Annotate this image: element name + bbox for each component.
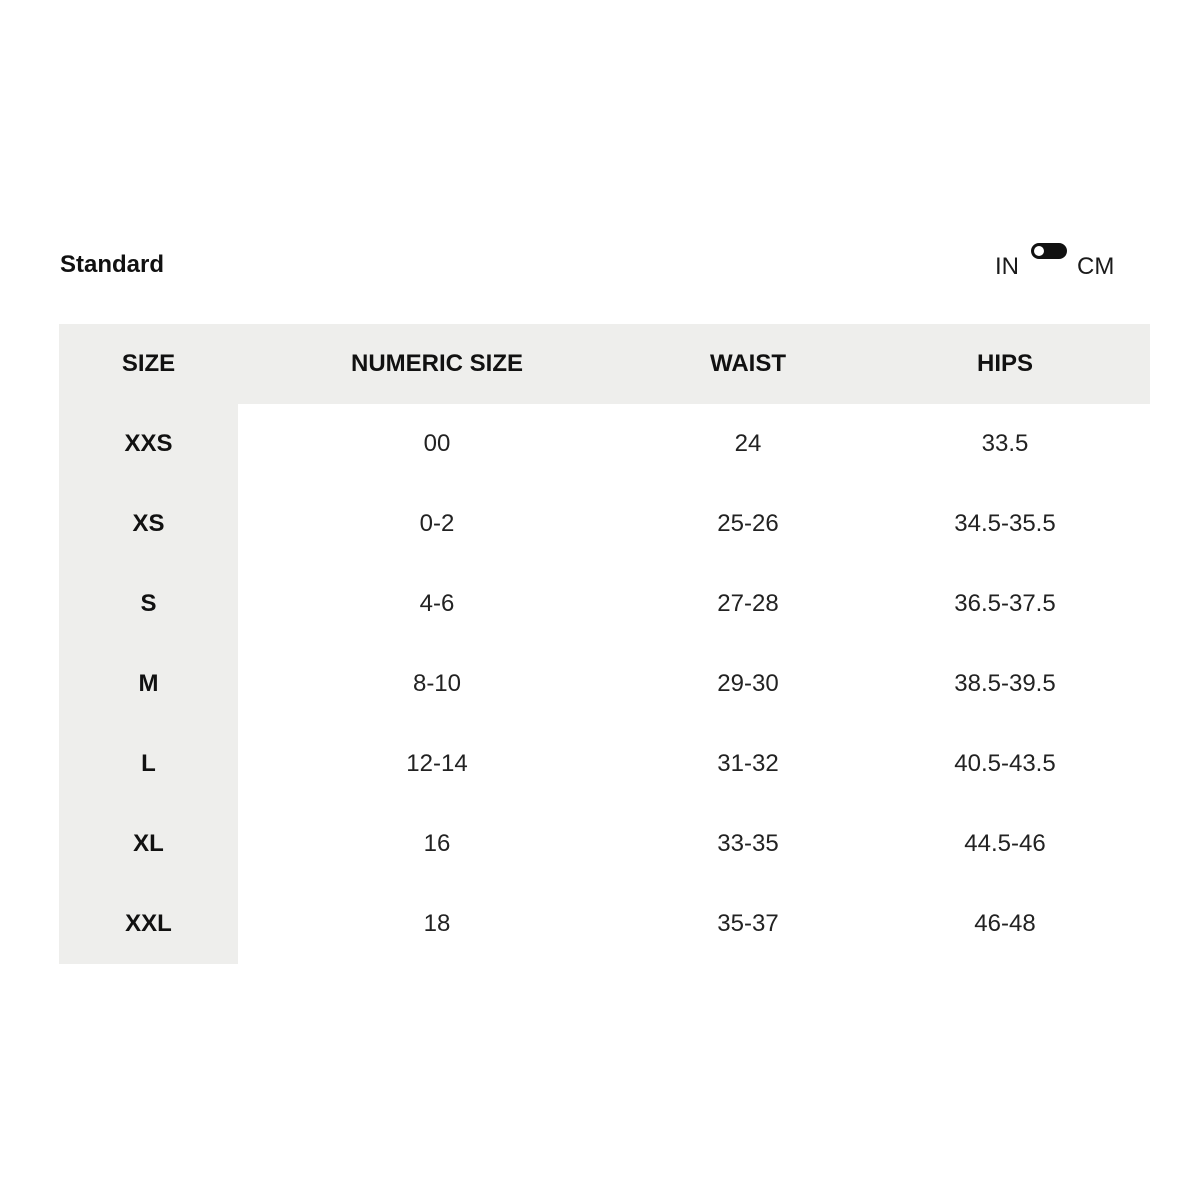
header-size: SIZE [59,324,238,404]
header-hips: HIPS [860,324,1150,404]
size-cell: M [59,644,238,724]
waist-cell: 29-30 [636,644,860,724]
numeric-size-cell: 0-2 [238,484,636,564]
size-chart-title: Standard [60,251,165,278]
header-waist: WAIST [636,324,860,404]
table-header-row [59,324,1150,404]
hips-cell: 36.5-37.5 [860,564,1150,644]
table-row [59,404,1150,484]
size-cell: S [59,564,238,644]
waist-cell: 35-37 [636,884,860,964]
size-cell: XS [59,484,238,564]
table-row [59,484,1150,564]
numeric-size-cell: 18 [238,884,636,964]
size-cell: L [59,724,238,804]
numeric-size-cell: 00 [238,404,636,484]
waist-cell: 25-26 [636,484,860,564]
waist-cell: 24 [636,404,860,484]
size-cell: XXL [59,884,238,964]
hips-cell: 33.5 [860,404,1150,484]
unit-toggle [990,238,1130,288]
numeric-size-cell: 4-6 [238,564,636,644]
table-row [59,644,1150,724]
size-cell: XXS [59,404,238,484]
waist-cell: 33-35 [636,804,860,884]
waist-cell: 27-28 [636,564,860,644]
hips-cell: 34.5-35.5 [860,484,1150,564]
numeric-size-cell: 12-14 [238,724,636,804]
size-cell: XL [59,804,238,884]
unit-toggle-switch[interactable] [1031,243,1067,259]
numeric-size-cell: 8-10 [238,644,636,724]
hips-cell: 38.5-39.5 [860,644,1150,724]
table-row [59,804,1150,884]
hips-cell: 46-48 [860,884,1150,964]
table-row [59,724,1150,804]
header-numeric-size: NUMERIC SIZE [238,324,636,404]
unit-in-label[interactable]: IN [995,253,1019,280]
hips-cell: 44.5-46 [860,804,1150,884]
waist-cell: 31-32 [636,724,860,804]
numeric-size-cell: 16 [238,804,636,884]
toggle-knob [1034,246,1044,256]
hips-cell: 40.5-43.5 [860,724,1150,804]
table-row [59,884,1150,964]
size-chart-table [59,324,1150,964]
unit-cm-label[interactable]: CM [1077,253,1115,280]
table-row [59,564,1150,644]
